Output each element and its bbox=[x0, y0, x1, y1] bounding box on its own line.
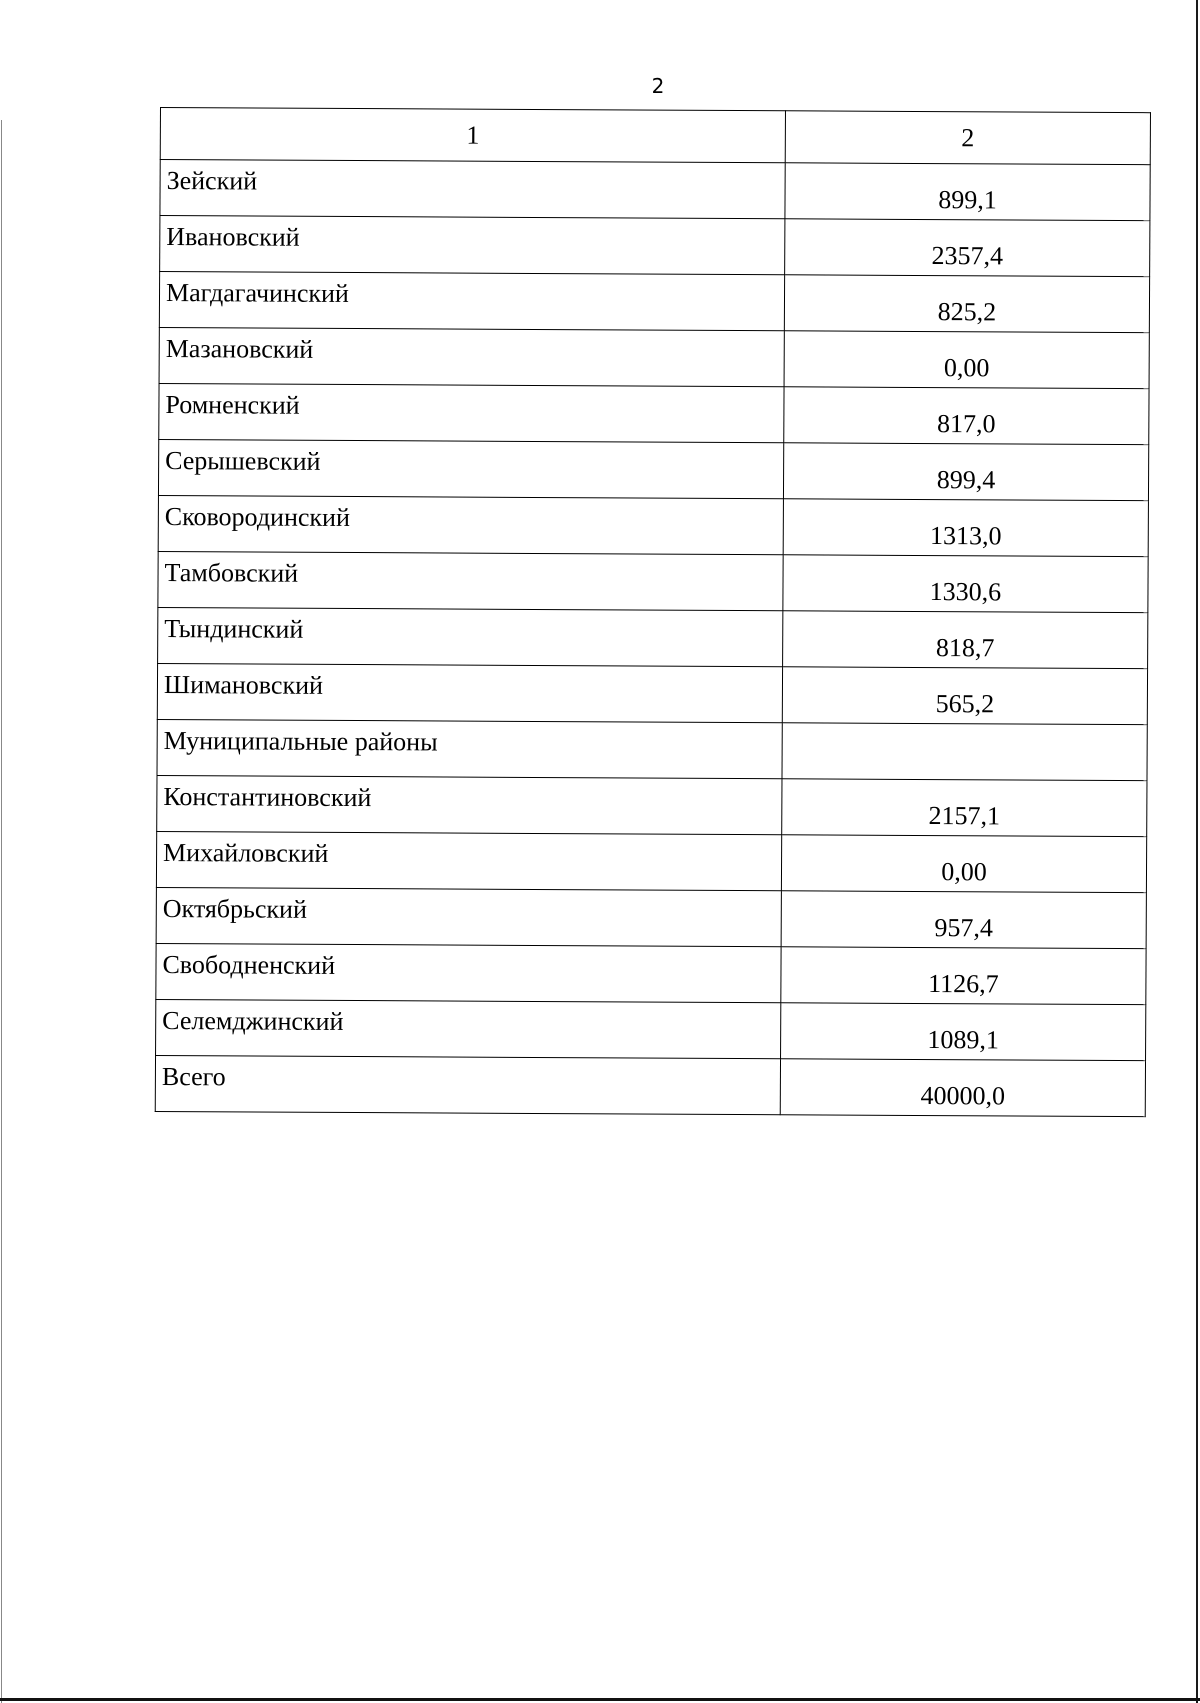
column-header-1: 1 bbox=[160, 108, 785, 163]
table-row bbox=[159, 327, 1149, 388]
district-name-cell: Серышевский bbox=[158, 439, 783, 498]
column-header-2: 2 bbox=[785, 111, 1150, 165]
district-name-cell: Мазановский bbox=[159, 327, 784, 386]
amount-cell: 899,1 bbox=[785, 163, 1150, 221]
amount-cell: 0,00 bbox=[781, 835, 1146, 893]
table-header-row bbox=[160, 108, 1150, 165]
amount-cell: 2157,1 bbox=[782, 779, 1147, 837]
district-name-cell: Ивановский bbox=[160, 216, 785, 275]
district-name-cell: Свободненский bbox=[156, 943, 781, 1002]
table-row bbox=[159, 383, 1149, 444]
district-name-cell: Муниципальные районы bbox=[157, 719, 782, 778]
data-table bbox=[155, 107, 1151, 1117]
district-name-cell: Октябрьский bbox=[156, 887, 781, 946]
district-name-cell: Константиновский bbox=[157, 775, 782, 834]
amount-cell bbox=[782, 723, 1147, 781]
amount-cell: 2357,4 bbox=[785, 219, 1150, 277]
district-name-cell: Шимановский bbox=[157, 663, 782, 722]
amount-cell: 1330,6 bbox=[783, 555, 1148, 613]
amount-cell: 818,7 bbox=[783, 611, 1148, 669]
amount-cell: 825,2 bbox=[784, 275, 1149, 333]
amount-cell: 1089,1 bbox=[781, 1003, 1146, 1061]
table-row bbox=[159, 272, 1149, 333]
district-name-cell: Ромненский bbox=[159, 383, 784, 442]
district-name-cell: Селемджинский bbox=[156, 999, 781, 1058]
table-row bbox=[158, 551, 1148, 612]
page-bottom-edge bbox=[0, 1698, 1200, 1701]
table-row bbox=[158, 607, 1148, 668]
table-row bbox=[160, 160, 1150, 221]
district-name-cell: Тамбовский bbox=[158, 551, 783, 610]
district-name-cell: Магдагачинский bbox=[159, 272, 784, 331]
table-row bbox=[156, 943, 1146, 1004]
page-right-edge bbox=[1196, 0, 1198, 1703]
district-name-cell: Михайловский bbox=[156, 831, 781, 890]
amount-cell: 957,4 bbox=[781, 891, 1146, 949]
table-row bbox=[156, 999, 1146, 1060]
table-row bbox=[158, 439, 1148, 500]
table-row bbox=[157, 719, 1147, 780]
table-row bbox=[157, 663, 1147, 724]
amount-cell: 817,0 bbox=[784, 387, 1149, 445]
table-row bbox=[158, 495, 1148, 556]
table-row bbox=[157, 775, 1147, 836]
district-name-cell: Зейский bbox=[160, 160, 785, 219]
table-row bbox=[156, 887, 1146, 948]
amount-cell: 1313,0 bbox=[783, 499, 1148, 557]
amount-cell: 40000,0 bbox=[780, 1059, 1145, 1117]
district-name-cell: Сковородинский bbox=[158, 495, 783, 554]
amount-cell: 0,00 bbox=[784, 331, 1149, 389]
table-row bbox=[156, 831, 1146, 892]
page-left-edge bbox=[1, 120, 2, 1703]
district-name-cell: Тындинский bbox=[158, 607, 783, 666]
amount-cell: 1126,7 bbox=[781, 947, 1146, 1005]
district-name-cell: Всего bbox=[155, 1055, 780, 1114]
table-row bbox=[160, 216, 1150, 277]
page-number: 2 bbox=[651, 74, 665, 98]
amount-cell: 565,2 bbox=[782, 667, 1147, 725]
table-row bbox=[155, 1055, 1145, 1116]
amount-cell: 899,4 bbox=[783, 443, 1148, 501]
